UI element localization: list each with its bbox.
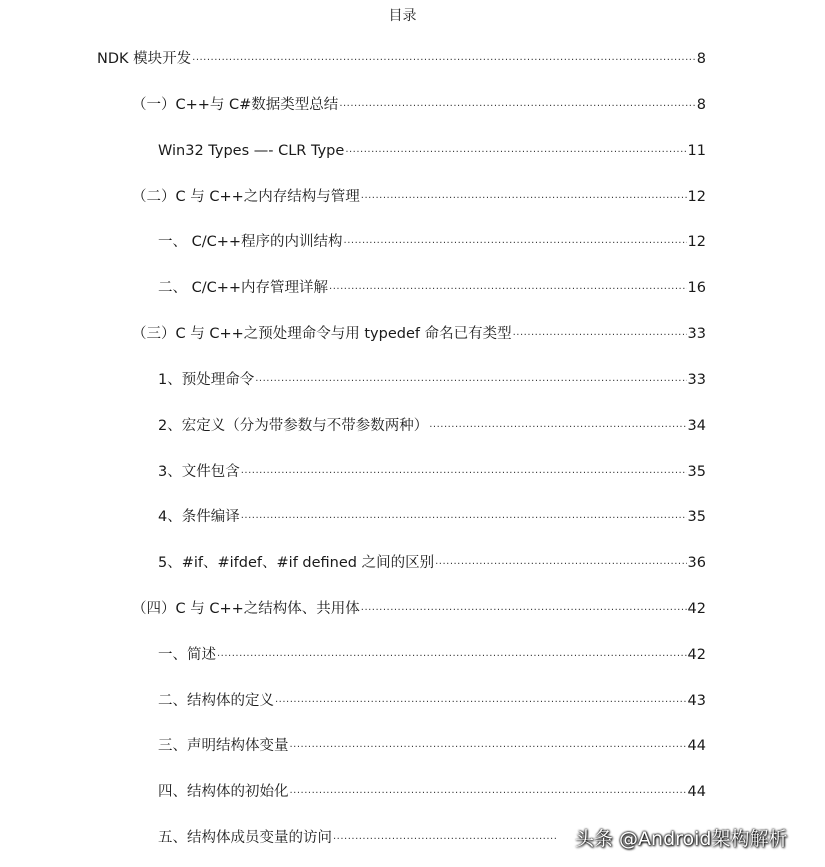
toc-page-number: 12 [687,189,706,205]
dot-leader [435,553,686,577]
toc-entry-label: 五、结构体成员变量的访问 [158,830,332,846]
dot-leader [361,599,687,623]
toc-entry[interactable] [132,93,706,117]
toc-page-number: 34 [687,418,706,434]
toc-page-number: 8 [696,97,706,113]
dot-leader [339,95,695,119]
toc-page-number: 42 [687,647,706,663]
dot-leader [345,141,686,165]
toc-page-number: 12 [687,234,706,250]
dot-leader [333,828,557,852]
dot-leader [192,49,696,73]
dot-leader [290,736,687,760]
toc-entry[interactable] [158,826,558,850]
dot-leader [513,324,687,348]
dot-leader [329,278,687,302]
toc-entry-label: 5、#if、#ifdef、#if defined 之间的区别 [158,555,435,571]
toc-entry-label: 1、预处理命令 [158,372,255,388]
toc-entry-label: 四、结构体的初始化 [158,784,289,800]
toc-page-number: 33 [687,372,706,388]
toc-entry-label: 三、声明结构体变量 [158,738,289,754]
toc-entry[interactable] [158,230,706,254]
toc-page-number: 42 [687,601,706,617]
toc-entry[interactable] [158,414,706,438]
toc-page-number: 35 [687,464,706,480]
toc-page-number: 44 [687,738,706,754]
toc-entry[interactable] [132,185,706,209]
toc-page-number: 43 [687,693,706,709]
dot-leader [290,782,687,806]
toc-entry-label: 4、条件编译 [158,509,240,525]
toc-entry-label: （一）C++与 C#数据类型总结 [132,97,339,113]
toc-entry[interactable] [158,734,706,758]
dot-leader [241,507,687,531]
toc-entry[interactable] [158,368,706,392]
toc-entry[interactable] [158,780,706,804]
toc-entry-label: 二、结构体的定义 [158,693,274,709]
toc-entry-label: （三）C 与 C++之预处理命令与用 typedef 命名已有类型 [132,326,512,342]
toc-entry-label: NDK 模块开发 [97,51,192,67]
toc-entry[interactable] [158,505,706,529]
toc-entry[interactable] [132,597,706,621]
dot-leader [429,416,686,440]
toc-page-number: 33 [687,326,706,342]
toc-page-number: 8 [696,51,706,67]
toc-entry-label: 3、文件包含 [158,464,240,480]
dot-leader [275,691,687,715]
toc-entry-label: 一、简述 [158,647,216,663]
toc-page-number: 36 [687,555,706,571]
dot-leader [241,462,687,486]
toc-entry[interactable] [158,551,706,575]
toc-entry-label: 2、宏定义（分为带参数与不带参数两种） [158,418,429,434]
toc-entry[interactable] [158,689,706,713]
toc-entry-label: 二、 C/C++内存管理详解 [158,280,329,296]
dot-leader [255,370,686,394]
toc-entry[interactable] [97,47,706,71]
toc-page-number: 35 [687,509,706,525]
toc-entry-label: 一、 C/C++程序的内训结构 [158,234,343,250]
dot-leader [344,232,687,256]
page-title: 目录 [388,8,417,24]
toc-entry-label: （四）C 与 C++之结构体、共用体 [132,601,360,617]
toc-entry-label: Win32 Types —- CLR Type [158,143,345,159]
toc-entry[interactable] [158,643,706,667]
toc-entry[interactable] [158,460,706,484]
toc-entry[interactable] [158,276,706,300]
toc-page-number: 44 [687,784,706,800]
toc-page-number: 11 [687,143,706,159]
toc-entry-label: （二）C 与 C++之内存结构与管理 [132,189,360,205]
watermark: 头条 @Android架构解析 [575,828,788,850]
toc-entry[interactable] [158,139,706,163]
toc-entry[interactable] [132,322,706,346]
toc-page-number: 16 [687,280,706,296]
dot-leader [217,645,687,669]
dot-leader [361,187,687,211]
